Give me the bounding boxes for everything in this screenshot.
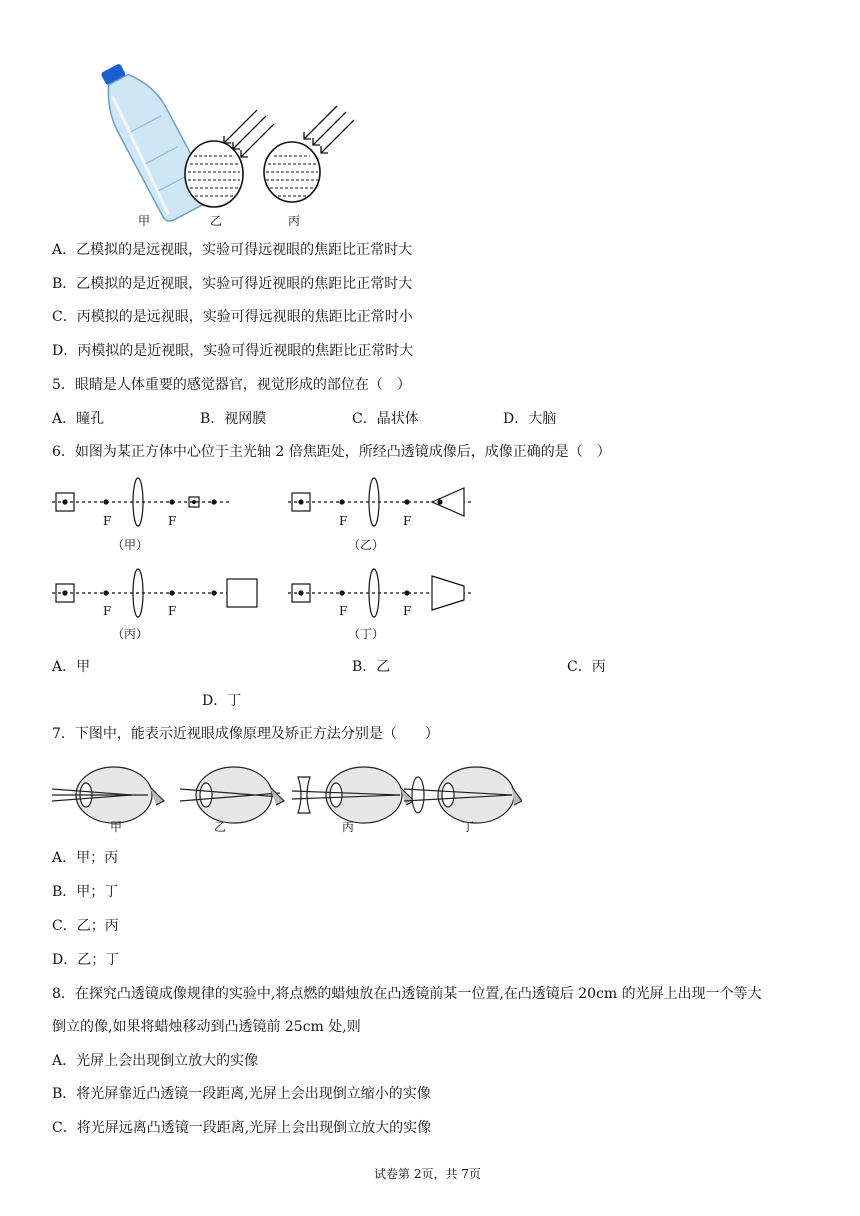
q6-focus-label: F: [103, 514, 112, 528]
q6-fig-label-ding: （丁）: [348, 627, 385, 641]
q6-option-a: A．甲: [52, 659, 91, 675]
q7-option-c: C．乙；丙: [52, 918, 119, 934]
q7-option-b: B．甲；丁: [52, 884, 119, 900]
q7-fig-label-bing: 丙: [342, 820, 355, 834]
q5-stem: 5．眼睛是人体重要的感觉器官，视觉形成的部位在（ ）: [52, 377, 411, 393]
q6-fig-label-yi: （乙）: [348, 538, 385, 552]
q4-option-d: D．丙模拟的是近视眼，实验可得近视眼的焦距比正常时大: [52, 343, 414, 359]
q5-option-c: C．晶状体: [352, 411, 419, 427]
page-footer: 试卷第 2页，共 7页: [374, 1167, 481, 1181]
q8-option-c: C．将光屏远离凸透镜一段距离,光屏上会出现倒立放大的实像: [52, 1120, 432, 1136]
q8-option-a: A．光屏上会出现倒立放大的实像: [52, 1053, 259, 1069]
q6-option-b: B．乙: [352, 659, 391, 675]
eye-diagram-figure: [52, 757, 522, 837]
q4-option-b: B．乙模拟的是近视眼，实验可得近视眼的焦距比正常时大: [52, 276, 413, 292]
water-lens-yi: [185, 110, 274, 207]
q4-option-a: A．乙模拟的是远视眼，实验可得远视眼的焦距比正常时大: [52, 242, 413, 258]
eye-yi: [180, 767, 284, 823]
eye-ding: [404, 767, 522, 823]
q6-focus-label: F: [103, 604, 112, 618]
q5-option-d: D．大脑: [503, 411, 557, 427]
q7-option-d: D．乙；丁: [52, 952, 120, 968]
q7-fig-label-jia: 甲: [110, 820, 123, 834]
q6-stem: 6．如图为某正方体中心位于主光轴 2 倍焦距处，所经凸透镜成像后，成像正确的是（ ）: [52, 444, 611, 460]
q6-focus-label: F: [168, 514, 177, 528]
q8-stem-line1: 8．在探究凸透镜成像规律的实验中,将点燃的蜡烛放在凸透镜前某一位置,在凸透镜后 20cm 的光屏上出现一个等大: [52, 986, 762, 1002]
q7-option-a: A．甲；丙: [52, 850, 119, 866]
q6-focus-label: F: [339, 604, 348, 618]
q8-stem-line2: 倒立的像,如果将蜡烛移动到凸透镜前 25cm 处,则: [52, 1019, 361, 1035]
fig1-label-bing: 丙: [288, 214, 301, 228]
q5-option-b: B．视网膜: [200, 411, 267, 427]
water-lens-bing: [264, 106, 354, 202]
q4-option-c: C．丙模拟的是远视眼，实验可得远视眼的焦距比正常时小: [52, 309, 413, 325]
q6-focus-label: F: [403, 514, 412, 528]
eye-bing: [292, 767, 414, 823]
fig1-label-jia: 甲: [138, 214, 151, 228]
q6-fig-label-bing: （丙）: [112, 627, 149, 641]
q7-fig-label-ding: 丁: [462, 820, 475, 834]
q7-stem: 7．下图中，能表示近视眼成像原理及矫正方法分别是（ ）: [52, 726, 439, 742]
q6-fig-label-jia: （甲）: [112, 538, 149, 552]
q6-focus-label: F: [168, 604, 177, 618]
fig1-label-yi: 乙: [210, 214, 223, 228]
eye-jia: [52, 767, 164, 823]
q5-option-a: A．瞳孔: [52, 411, 105, 427]
q6-focus-label: F: [403, 604, 412, 618]
water-bottle-lens-figure: [52, 56, 362, 231]
q6-option-d: D．丁: [202, 693, 242, 709]
q7-fig-label-yi: 乙: [214, 820, 227, 834]
lens-imaging-figure: [52, 476, 472, 646]
q6-focus-label: F: [339, 514, 348, 528]
q6-option-c: C．丙: [567, 659, 606, 675]
q8-option-b: B．将光屏靠近凸透镜一段距离,光屏上会出现倒立缩小的实像: [52, 1086, 431, 1102]
